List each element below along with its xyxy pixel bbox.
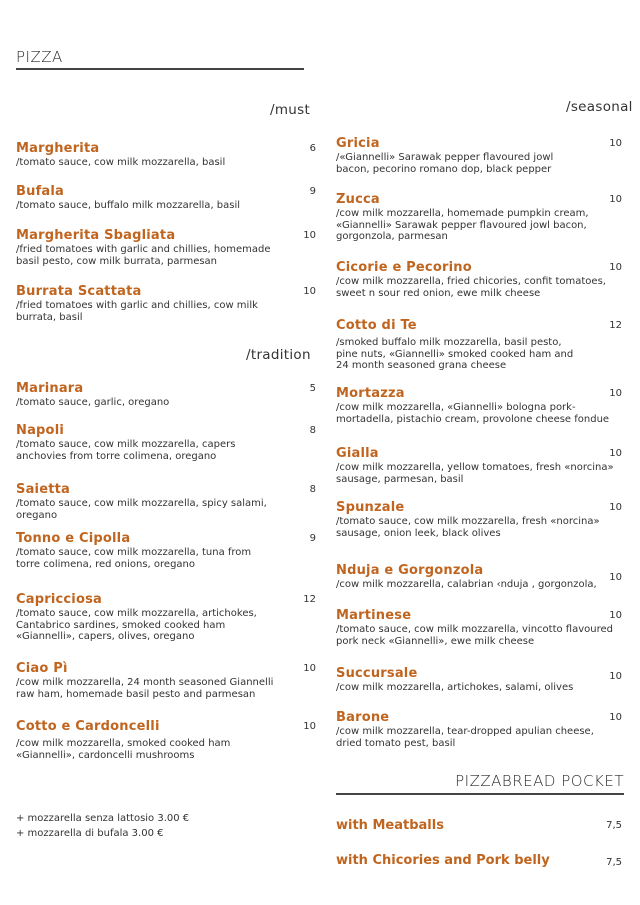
item-name: Cicorie e Pecorino	[336, 260, 472, 275]
item-description: /cow milk mozzarella, fried chicories, confit tomatoes, sweet n sour red onion, ewe milk cheese	[336, 276, 606, 299]
item-description: /tomato sauce, cow milk mozzarella, artichokes, Cantabrico sardines, smoked cooked ham «Giannelli», capers, olives, oregano	[16, 608, 257, 642]
menu-item-saietta	[16, 482, 316, 521]
item-description: /cow milk mozzarella, smoked cooked ham «Giannelli», cardoncelli mushrooms	[16, 738, 231, 761]
item-name: Ciao Pì	[16, 661, 68, 676]
menu-item-bufala	[16, 184, 316, 212]
item-name: Cotto e Cardoncelli	[16, 719, 160, 734]
item-price: 10	[303, 663, 316, 674]
menu-item-gricia	[336, 136, 622, 175]
menu-item-martinese	[336, 608, 622, 647]
menu-item-cicorie-e-pecorino	[336, 260, 622, 299]
item-description: /cow milk mozzarella, yellow tomatoes, fresh «norcina» sausage, parmesan, basil	[336, 462, 614, 485]
item-price: 7,5	[606, 820, 622, 831]
menu-item-capricciosa	[16, 592, 316, 643]
item-price: 6	[309, 143, 316, 154]
item-description: /tomato sauce, cow milk mozzarella, basil	[16, 157, 226, 168]
item-name: Barone	[336, 710, 390, 725]
menu-item-margherita	[16, 141, 316, 169]
pocket-item-chicories-pork-belly	[336, 853, 622, 868]
item-description: /tomato sauce, cow milk mozzarella, capers anchovies from torre colimena, oregano	[16, 439, 236, 462]
item-description: /tomato sauce, cow milk mozzarella, spicy salami, oregano	[16, 498, 267, 521]
menu-item-barone	[336, 710, 622, 749]
pocket-divider	[336, 793, 624, 795]
item-price: 10	[609, 610, 622, 621]
pocket-item-meatballs	[336, 818, 622, 833]
item-price: 10	[609, 502, 622, 513]
item-description: /cow milk mozzarella, «Giannelli» bologna pork-mortadella, pistachio cream, provolone cheese fondue	[336, 402, 610, 425]
menu-item-mortazza	[336, 386, 622, 425]
category-seasonal: /seasonal	[566, 99, 633, 115]
item-description: /cow milk mozzarella, tear-dropped apulian cheese, dried tomato pest, basil	[336, 726, 594, 749]
item-name: Bufala	[16, 184, 65, 199]
item-price: 10	[609, 262, 622, 273]
item-price: 10	[609, 138, 622, 149]
category-must: /must	[270, 102, 311, 118]
menu-item-spunzale	[336, 500, 622, 539]
menu-item-zucca	[336, 192, 622, 243]
item-description: /cow milk mozzarella, artichokes, salami, olives	[336, 682, 574, 693]
pocket-section-title: PIZZABREAD POCKET	[455, 772, 624, 790]
item-name: Gricia	[336, 136, 380, 151]
item-name: Gialla	[336, 446, 379, 461]
item-description: /tomato sauce, cow milk mozzarella, tuna from torre colimena, red onions, oregano	[16, 547, 252, 570]
menu-item-gialla	[336, 446, 622, 485]
item-name: Martinese	[336, 608, 412, 623]
item-description: /tomato sauce, cow milk mozzarella, fresh «norcina» sausage, onion leek, black olives	[336, 516, 600, 539]
item-name: Marinara	[16, 381, 84, 396]
item-name: Napoli	[16, 423, 65, 438]
menu-item-margherita-sbagliata	[16, 228, 316, 267]
menu-item-napoli	[16, 423, 316, 462]
item-price: 10	[609, 712, 622, 723]
menu-item-burrata-scattata	[16, 284, 316, 323]
item-description: /tomato sauce, cow milk mozzarella, vincotto flavoured pork neck «Giannelli», ewe milk cheese	[336, 624, 613, 647]
item-name: with Meatballs	[336, 818, 444, 833]
item-price: 7,5	[606, 857, 622, 868]
item-name: Saietta	[16, 482, 71, 497]
extra-lactose-free: + mozzarella senza lattosio 3.00 €	[16, 813, 190, 824]
item-name: Tonno e Cipolla	[16, 531, 131, 546]
page-title: PIZZA	[16, 48, 63, 66]
menu-item-succursale	[336, 666, 622, 694]
item-price: 10	[303, 721, 316, 732]
menu-item-tonno-e-cipolla	[16, 531, 316, 570]
item-description: /«Giannelli» Sarawak pepper flavoured jowl bacon, pecorino romano dop, black pepper	[336, 152, 554, 175]
item-price: 9	[309, 186, 316, 197]
item-price: 9	[309, 533, 316, 544]
item-description: /cow milk mozzarella, homemade pumpkin cream, «Giannelli» Sarawak pepper flavoured jowl bacon, gorgonzola, parmesan	[336, 208, 589, 242]
item-name: Capricciosa	[16, 592, 102, 607]
menu-item-cotto-di-te	[336, 318, 622, 372]
item-name: Cotto di Te	[336, 318, 417, 333]
item-description: /tomato sauce, garlic, oregano	[16, 397, 170, 408]
item-price: 8	[309, 484, 316, 495]
item-description: /fried tomatoes with garlic and chillies, homemade basil pesto, cow milk burrata, parmesan	[16, 244, 271, 267]
item-price: 10	[609, 448, 622, 459]
item-price: 10	[609, 572, 622, 583]
category-tradition: /tradition	[246, 347, 311, 363]
item-price: 8	[309, 425, 316, 436]
item-price: 12	[303, 594, 316, 605]
item-name: Nduja e Gorgonzola	[336, 563, 484, 578]
item-price: 12	[609, 320, 622, 331]
title-divider	[16, 68, 304, 70]
item-name: Margherita	[16, 141, 100, 156]
menu-item-cotto-e-cardoncelli	[16, 719, 316, 761]
item-name: Mortazza	[336, 386, 405, 401]
item-name: with Chicories and Pork belly	[336, 853, 550, 868]
extras-list	[16, 811, 189, 841]
item-price: 10	[609, 194, 622, 205]
item-name: Burrata Scattata	[16, 284, 142, 299]
item-description: /tomato sauce, buffalo milk mozzarella, basil	[16, 200, 241, 211]
menu-item-marinara	[16, 381, 316, 409]
item-price: 5	[309, 383, 316, 394]
item-price: 10	[609, 671, 622, 682]
item-description: /cow milk mozzarella, calabrian ‹nduja , gorgonzola,	[336, 579, 597, 590]
item-price: 10	[303, 230, 316, 241]
item-description: /fried tomatoes with garlic and chillies, cow milk burrata, basil	[16, 300, 258, 323]
extra-buffalo: + mozzarella di bufala 3.00 €	[16, 828, 164, 839]
item-name: Succursale	[336, 666, 418, 681]
menu-item-nduja-e-gorgonzola	[336, 563, 622, 591]
item-name: Zucca	[336, 192, 380, 207]
item-name: Spunzale	[336, 500, 405, 515]
item-description: /cow milk mozzarella, 24 month seasoned Giannelli raw ham, homemade basil pesto and parmesan	[16, 677, 274, 700]
menu-item-ciao-pi	[16, 661, 316, 700]
item-price: 10	[609, 388, 622, 399]
item-price: 10	[303, 286, 316, 297]
item-description: /smoked buffalo milk mozzarella, basil pesto, pine nuts, «Giannelli» smoked cooked ham and 24 month seasoned grana cheese	[336, 337, 574, 371]
item-name: Margherita Sbagliata	[16, 228, 176, 243]
